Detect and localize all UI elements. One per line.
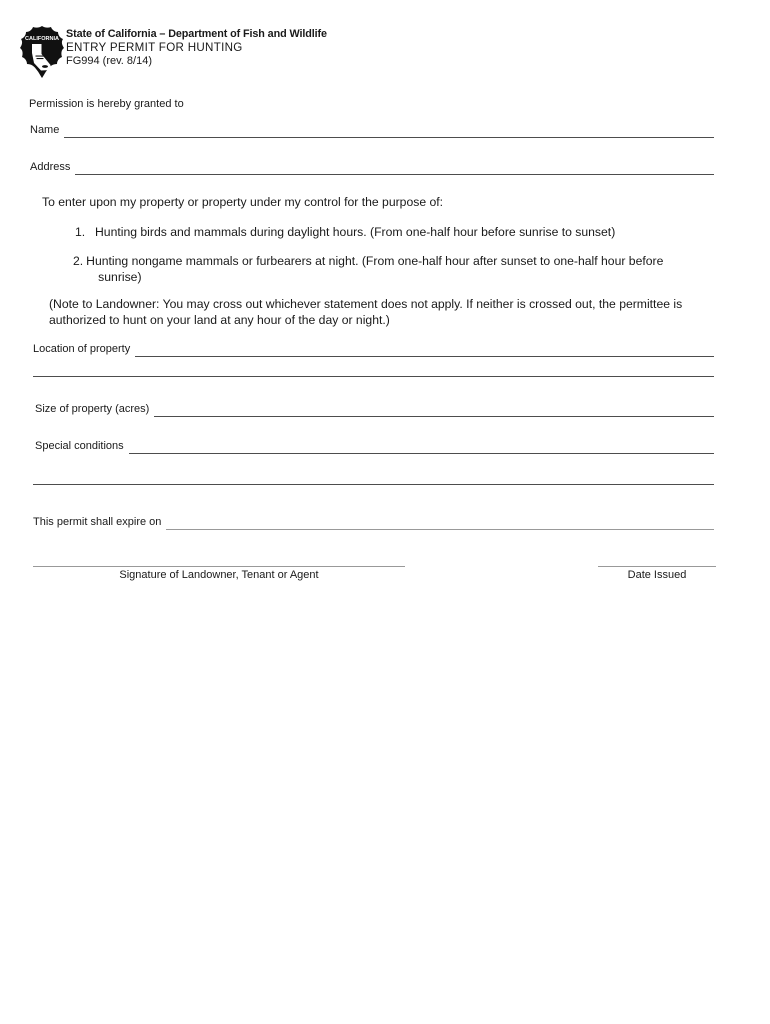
name-field-row	[30, 121, 714, 138]
intro-text: Permission is hereby granted to	[29, 98, 184, 110]
name-label: Name	[30, 124, 60, 136]
form-title: ENTRY PERMIT FOR HUNTING	[66, 41, 243, 54]
address-label: Address	[30, 161, 71, 173]
size-input-line[interactable]	[154, 400, 714, 417]
address-field-row	[30, 158, 714, 175]
landowner-note: (Note to Landowner: You may cross out whichever statement does not apply. If neither is crossed out, the permittee is authorized to hunt on your land at any hour of the day or night.)	[49, 297, 683, 327]
name-input-line[interactable]	[64, 121, 714, 138]
signature-caption: Signature of Landowner, Tenant or Agent	[119, 569, 319, 581]
location-continuation-line[interactable]	[33, 376, 714, 377]
agency-name: State of California – Department of Fish and Wildlife	[66, 28, 327, 40]
purpose-item-1-number: 1.	[75, 225, 86, 239]
purpose-item-2	[73, 253, 708, 285]
cdfw-badge-logo	[19, 25, 65, 79]
purpose-item-1	[75, 224, 755, 240]
logo-state-text-line	[36, 56, 45, 57]
form-number: FG994 (rev. 8/14)	[66, 55, 152, 67]
expiration-label: This permit shall expire on	[33, 516, 162, 528]
location-label: Location of property	[33, 343, 131, 355]
logo-bear-mark	[42, 65, 48, 68]
location-input-line[interactable]	[135, 340, 714, 357]
purpose-item-2-number: 2.	[73, 254, 84, 268]
location-field-row	[33, 340, 714, 357]
purpose-item-1-text: Hunting birds and mammals during daylight hours. (From one-half hour before sunrise to sunset)	[95, 225, 616, 239]
special-conditions-label: Special conditions	[35, 440, 124, 452]
date-issued-caption: Date Issued	[627, 569, 687, 581]
expiration-input-line[interactable]	[166, 513, 714, 530]
logo-california-text: CALIFORNIA	[25, 36, 60, 42]
address-input-line[interactable]	[75, 158, 714, 175]
purpose-item-2-text: Hunting nongame mammals or furbearers at night. (From one-half hour after sunset to one-half hour before sunrise)	[86, 254, 664, 284]
size-label: Size of property (acres)	[35, 403, 150, 415]
logo-state-text-line	[37, 58, 44, 59]
size-field-row	[35, 400, 714, 417]
special-conditions-continuation-line[interactable]	[33, 484, 714, 485]
signature-line[interactable]	[33, 566, 405, 567]
special-conditions-input-line[interactable]	[129, 437, 714, 454]
date-issued-line[interactable]	[598, 566, 716, 567]
purpose-lead: To enter upon my property or property under my control for the purpose of:	[42, 195, 444, 209]
expiration-field-row	[33, 513, 714, 530]
special-conditions-field-row	[35, 437, 714, 454]
